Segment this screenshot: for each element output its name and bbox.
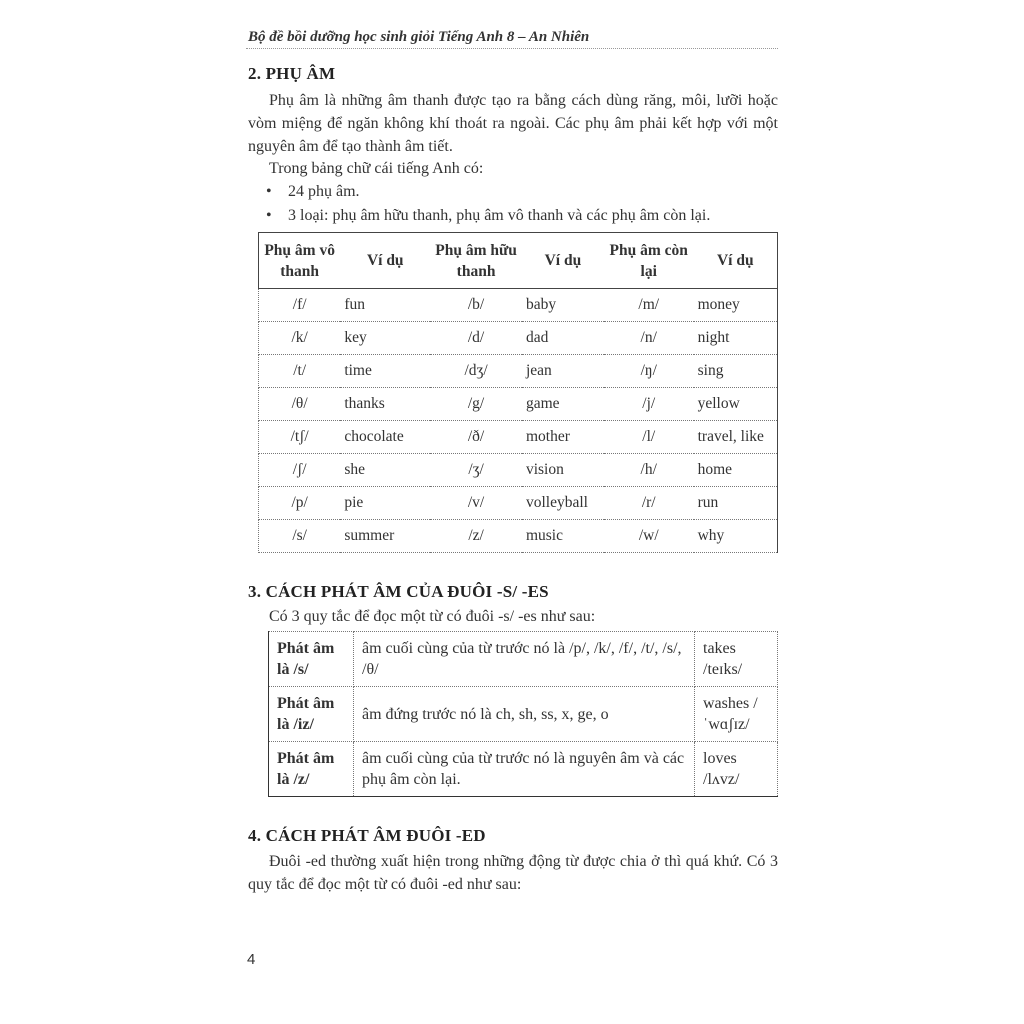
section-3-heading: 3. CÁCH PHÁT ÂM CỦA ĐUÔI -S/ -ES [248,582,549,601]
header-cell: Ví dụ [340,233,430,289]
table-row: /f/ fun /b/ baby /m/ money [259,289,778,322]
table-row: /p/ pie /v/ volleyball /r/ run [259,487,778,520]
rule-text: âm cuối cùng của từ trước nó là nguyên âm và các phụ âm còn lại. [354,742,695,797]
running-header: Bộ đề bồi dưỡng học sinh giỏi Tiếng Anh 8 – An Nhiên [248,29,590,45]
bullet-dot-icon: • [266,207,272,224]
section-2-intro: Phụ âm là những âm thanh được tạo ra bằng cách dùng răng, môi, lưỡi hoặc vòm miệng để ngăn không khí thoát ra ngoài. Các phụ âm phải kết hợp với một nguyên âm để tạo thành âm tiết. [248,92,778,155]
table-row: /tʃ/ chocolate /ð/ mother /l/ travel, like [259,421,778,454]
table-row [269,742,778,797]
alphabet-line: Trong bảng chữ cái tiếng Anh có: [269,160,484,177]
bullet-item: • 24 phụ âm. [266,183,360,200]
section-2-heading: 2. PHỤ ÂM [248,64,336,83]
section-3-intro: Có 3 quy tắc để đọc một từ có đuôi -s/ -es như sau: [269,608,596,625]
table-row: /θ/ thanks /g/ game /j/ yellow [259,388,778,421]
s-es-rules-table [268,631,778,797]
table-header-row [259,233,778,289]
section-4-intro: Đuôi -ed thường xuất hiện trong những động từ được chia ở thì quá khứ. Có 3 quy tắc để đọc một từ có đuôi -ed như sau: [248,853,778,893]
rule-text: âm cuối cùng của từ trước nó là /p/, /k/, /f/, /t/, /s/, /θ/ [354,632,695,687]
header-cell: Ví dụ [694,233,778,289]
rule-example: washes /ˈwɑʃɪz/ [695,687,778,742]
rule-text: âm đứng trước nó là ch, sh, ss, x, ge, o [354,687,695,742]
table-row [269,687,778,742]
table-row: /s/ summer /z/ music /w/ why [259,520,778,553]
rule-example: loves /lʌvz/ [695,742,778,797]
header-cell: Phụ âm còn lại [604,233,694,289]
table-row: /k/ key /d/ dad /n/ night [259,322,778,355]
rule-label: Phát âm là /s/ [269,632,354,687]
rule-label: Phát âm là /iz/ [269,687,354,742]
header-divider [246,48,778,49]
bullet-dot-icon: • [266,183,272,200]
header-cell: Phụ âm hữu thanh [430,233,522,289]
table-row [269,632,778,687]
header-cell: Phụ âm vô thanh [259,233,341,289]
header-cell: Ví dụ [522,233,604,289]
section-4-heading: 4. CÁCH PHÁT ÂM ĐUÔI -ED [248,826,486,845]
rule-example: takes /teɪks/ [695,632,778,687]
table-row: /t/ time /dʒ/ jean /ŋ/ sing [259,355,778,388]
consonant-table [258,232,778,553]
table-row: /ʃ/ she /ʒ/ vision /h/ home [259,454,778,487]
page-number: 4 [247,951,256,968]
bullet-item: • 3 loại: phụ âm hữu thanh, phụ âm vô thanh và các phụ âm còn lại. [266,207,711,224]
rule-label: Phát âm là /z/ [269,742,354,797]
